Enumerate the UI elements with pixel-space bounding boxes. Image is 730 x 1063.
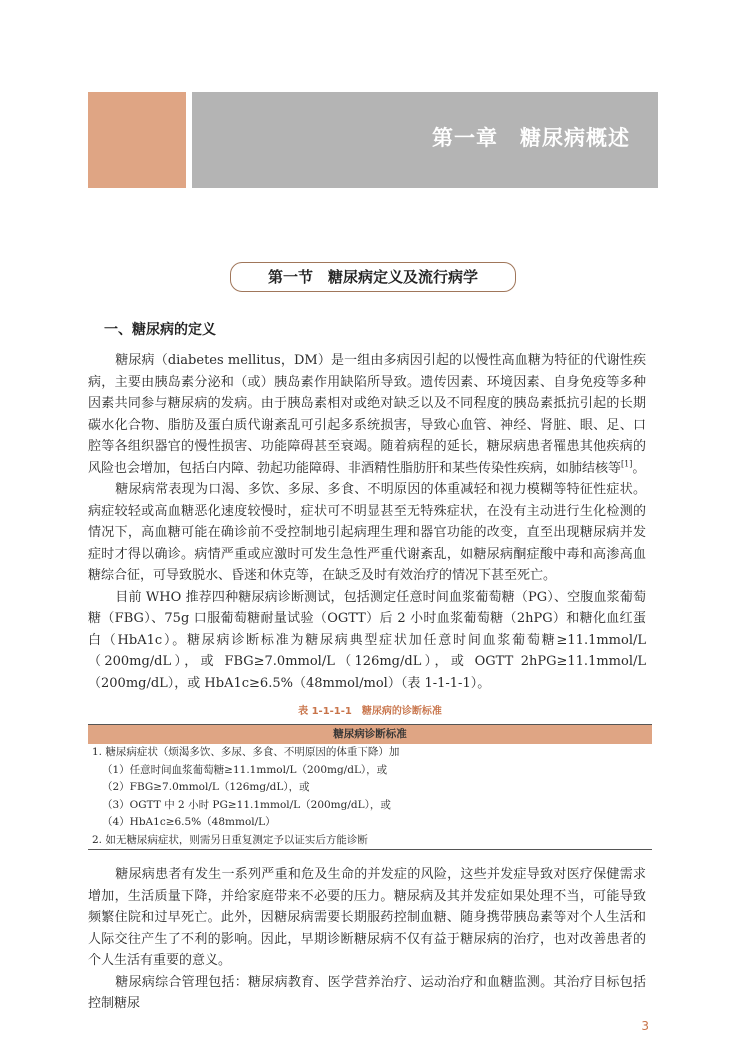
subsection-heading: 一、糖尿病的定义 [104,322,216,338]
body-text-bottom [88,864,646,1015]
table-header: 糖尿病诊断标准 [88,725,652,744]
reference-mark: [1] [621,459,633,469]
paragraph: 糖尿病患者有发生一系列严重和危及生命的并发症的风险，这些并发症导致对医疗保健需求增加，生活质量下降，并给家庭带来不必要的压力。糖尿病及其并发症如果处理不当，可能导致频繁住院和过早死亡。此外，因糖尿病需要长期服药控制血糖、随身携带胰岛素等对个人生活和人际交往产生了不利的影响。因此，早期诊断糖尿病不仅有益于糖尿病的治疗，也对改善患者的个人生活有重要的意义。 [88,867,646,968]
table-row: （1）任意时间血浆葡萄糖≥11.1mmol/L（200mg/dL），或 [102,763,388,776]
table-row: （2）FBG≥7.0mmol/L（126mg/dL），或 [102,781,310,793]
paragraph-end: 。 [632,460,646,476]
table-caption: 表 1-1-1-1 糖尿病的诊断标准 [298,706,442,717]
paragraph-text: 糖尿病（diabetes mellitus，DM）是一组由多病因引起的以慢性高血糖为特征的代谢性疾病，主要由胰岛素分泌和（或）胰岛素作用缺陷所导致。遗传因素、环境因素、自身免疫等多种因素共同参与糖尿病的发病。由于胰岛素相对或绝对缺乏以及不同程度的胰岛素抵抗引起的长期碳水化合物、脂肪及蛋白质代谢紊乱可引起多系统损害，导致心血管、神经、肾脏、眼、足、口腔等各组织器官的慢性损害、功能障碍甚至衰竭。随着病程的延长，糖尿病患者罹患其他疾病的风险也会增加，包括白内障、勃起功能障碍、非酒精性脂肪肝和某些传染性疾病，如肺结核等 [88,353,646,476]
paragraph [88,350,646,479]
table-row: 1. 糖尿病症状（烦渴多饮、多尿、多食、不明原因的体重下降）加 [92,746,400,758]
chapter-title: 第一章 糖尿病概述 [432,126,630,150]
paragraph: 目前 WHO 推荐四种糖尿病诊断测试，包括测定任意时间血浆葡萄糖（PG）、空腹血浆葡萄糖（FBG）、75g 口服葡萄糖耐量试验（OGTT）后 2 小时血浆葡萄糖（2hPG）和糖化血红蛋白（HbA1c）。糖尿病诊断标准为糖尿病典型症状加任意时间血浆葡萄糖≥11.1mmol/L（200mg/dL），或 FBG≥7.0mmol/L（126mg/dL），或 OGTT 2hPG≥11.1mmol/L（200mg/dL），或 HbA1c≥6.5%（48mmol/mol）（表 1-1-1-1）。 [88,589,646,691]
table-row: （3）OGTT 中 2 小时 PG≥11.1mmol/L（200mg/dL），或 [102,798,391,811]
chapter-banner [192,92,658,188]
diagnosis-table [88,724,652,850]
page-number: 3 [641,1018,649,1033]
table-row: 2. 如无糖尿病症状，则需另日重复测定予以证实后方能诊断 [92,833,368,846]
page-content [88,350,652,1063]
paragraph: 糖尿病综合管理包括：糖尿病教育、医学营养治疗、运动治疗和血糖监测。其治疗目标包括控制糖尿 [88,974,646,1011]
chapter-accent-block [88,92,186,188]
section-title: 第一节 糖尿病定义及流行病学 [230,262,516,292]
table-row: （4）HbA1c≥6.5%（48mmol/L） [102,816,276,828]
body-text-top [88,350,646,694]
paragraph: 糖尿病常表现为口渴、多饮、多尿、多食、不明原因的体重减轻和视力模糊等特征性症状。病症较轻或高血糖恶化速度较慢时，症状可不明显甚至无特殊症状，在没有主动进行生化检测的情况下，高血糖可能在确诊前不受控制地引起病理生理和器官功能的改变，直至出现糖尿病并发症时才得以确诊。病情严重或应激时可发生急性严重代谢紊乱，如糖尿病酮症酸中毒和高渗高血糖综合征，可导致脱水、昏迷和休克等，在缺乏及时有效治疗的情况下甚至死亡。 [88,482,646,583]
